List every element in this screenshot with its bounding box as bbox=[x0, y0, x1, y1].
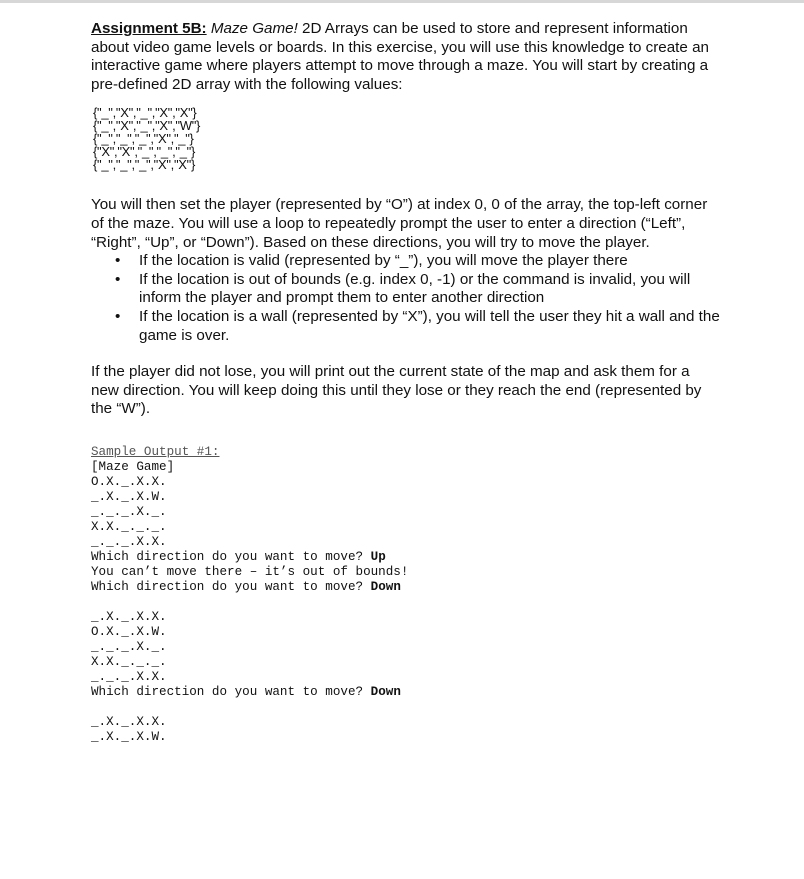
array-row: {"_","X","_","X","X"} bbox=[93, 105, 197, 121]
maze-row: _._._.X.X. bbox=[91, 669, 167, 684]
prompt-line bbox=[91, 550, 721, 565]
maze-row: _._._.X.X. bbox=[91, 534, 167, 549]
intro-paragraph bbox=[91, 20, 721, 94]
array-row: {"_","_","_","X","_"} bbox=[93, 131, 194, 147]
rule-item: • If the location is a wall (represented by “X”), you will tell the user they hit a wall and the game is over. bbox=[91, 308, 721, 345]
sample-header: [Maze Game] bbox=[91, 459, 175, 474]
array-row: {"_","_","_","X","X"} bbox=[93, 157, 196, 173]
spacer bbox=[91, 700, 721, 715]
rule-item: • If the location is valid (represented by “_”), you will move the player there bbox=[91, 252, 721, 271]
prompt-text: Which direction do you want to move? bbox=[91, 549, 371, 564]
prompt-line bbox=[91, 685, 721, 700]
maze-row: _.X._.X.W. bbox=[91, 729, 167, 744]
assignment-italic-title: Maze Game! bbox=[210, 20, 298, 37]
maze-row: _._._.X._. bbox=[91, 639, 167, 654]
maze-row: O.X._.X.X. bbox=[91, 474, 167, 489]
maze-row: O.X._.X.W. bbox=[91, 624, 167, 639]
array-row: {"_","X","_","X","W"} bbox=[93, 118, 201, 134]
prompt-text: Which direction do you want to move? bbox=[91, 579, 371, 594]
rules-list bbox=[91, 252, 721, 345]
maze-row: _._._.X._. bbox=[91, 504, 167, 519]
maze-row: X.X._._._. bbox=[91, 654, 167, 669]
continue-paragraph: If the player did not lose, you will print out the current state of the map and ask them for a new direction. You will keep doing this until they lose or they reach the end (represented by the “W”). bbox=[91, 363, 702, 418]
user-answer: Down bbox=[370, 684, 401, 699]
user-answer: Down bbox=[370, 579, 401, 594]
rule-item: • If the location is out of bounds (e.g. index 0, -1) or the command is invalid, you will inform the player and prompt them to enter another direction bbox=[91, 271, 721, 308]
maze-row: X.X._._._. bbox=[91, 519, 167, 534]
assignment-title: Assignment 5B: bbox=[91, 20, 207, 37]
intro-text: 2D Arrays can be used to store and represent information about video game levels or boards. In this exercise, you will use this knowledge to create an interactive game where players attempt to move through a maze. You will start by creating a pre-defined 2D array with the following values: bbox=[91, 20, 709, 93]
maze-row: _.X._.X.X. bbox=[91, 714, 167, 729]
maze-row: _.X._.X.X. bbox=[91, 609, 167, 624]
maze-row: _.X._.X.W. bbox=[91, 489, 167, 504]
spacer bbox=[91, 595, 721, 610]
player-paragraph: You will then set the player (represented by “O”) at index 0, 0 of the array, the top-left corner of the maze. You will use a loop to repeatedly prompt the user to enter a direction (“Left”, “Right”, “Up”, or “Down”). Based on these directions, you will try to move the player. bbox=[91, 196, 708, 251]
document-body bbox=[91, 20, 721, 745]
user-answer: Up bbox=[370, 549, 386, 564]
sample-output-label: Sample Output #1: bbox=[91, 444, 220, 459]
prompt-line bbox=[91, 580, 721, 595]
prompt-text: Which direction do you want to move? bbox=[91, 684, 371, 699]
out-of-bounds-message: You can’t move there – it’s out of bounds! bbox=[91, 564, 409, 579]
array-definition bbox=[93, 106, 721, 171]
array-row: {"X","X","_","_","_"} bbox=[93, 144, 196, 160]
page-top-border bbox=[0, 0, 804, 3]
